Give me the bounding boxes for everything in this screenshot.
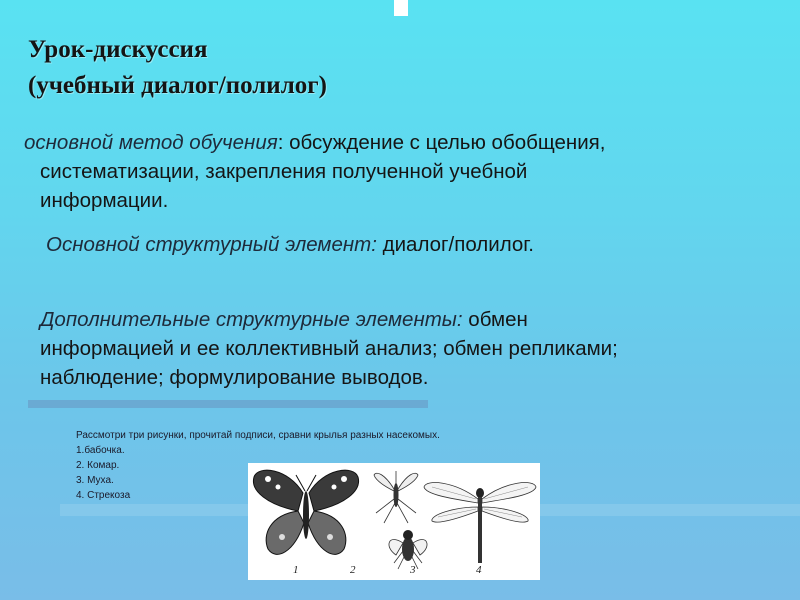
paragraph-main-method xyxy=(24,128,794,215)
top-decoration xyxy=(394,0,408,16)
main-method-line-3: информации. xyxy=(40,189,169,212)
task-item-dragonfly: 4. Стрекоза xyxy=(76,490,131,501)
task-item-butterfly: 1.бабочка. xyxy=(76,445,125,456)
fly-illustration xyxy=(389,530,427,569)
additional-elements-text: обмен xyxy=(462,308,528,331)
slide-title xyxy=(28,32,327,104)
main-method-line-2: систематизации, закрепления полученной учебной xyxy=(40,160,528,183)
task-instruction: Рассмотри три рисунки, прочитай подписи, сравни крылья разных насекомых. xyxy=(76,430,440,441)
additional-elements-line-3: наблюдение; формулирование выводов. xyxy=(40,366,429,389)
dragonfly-illustration xyxy=(424,483,536,563)
paragraph-additional-elements xyxy=(40,305,800,392)
additional-elements-label: Дополнительные структурные элементы: xyxy=(40,308,463,331)
task-item-fly: 3. Муха. xyxy=(76,475,114,486)
mosquito-illustration xyxy=(374,471,418,523)
additional-elements-line-2: информацией и ее коллективный анализ; обмен репликами; xyxy=(40,337,618,360)
structural-element-label: Основной структурный элемент: xyxy=(46,233,377,256)
insects-figure xyxy=(248,463,540,580)
main-method-text: : обсуждение с целью обобщения, xyxy=(277,131,606,154)
insects-drawing xyxy=(248,463,540,580)
title-line-2: (учебный диалог/полилог) xyxy=(28,72,327,99)
task-item-mosquito: 2. Комар. xyxy=(76,460,120,471)
structural-element-text: диалог/полилог. xyxy=(376,233,534,256)
figure-label-2: 2 xyxy=(350,564,356,576)
paragraph-structural-element xyxy=(46,230,766,259)
title-line-1: Урок-дискуссия xyxy=(28,36,208,63)
figure-label-3: 3 xyxy=(410,564,416,576)
figure-label-4: 4 xyxy=(476,564,482,576)
figure-label-1: 1 xyxy=(293,564,299,576)
butterfly-illustration xyxy=(253,470,358,554)
divider-bar xyxy=(28,400,428,408)
main-method-label: основной метод обучения xyxy=(24,131,278,154)
